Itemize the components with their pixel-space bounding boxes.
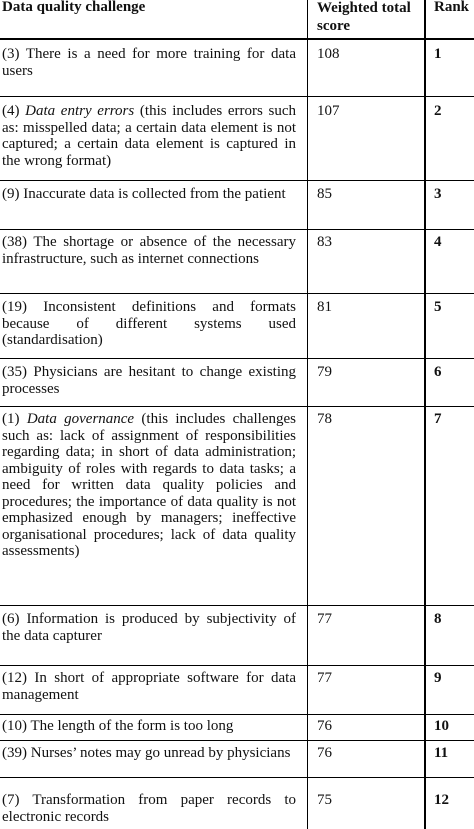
- challenge-category: Data entry errors: [25, 103, 135, 119]
- row-divider: [0, 406, 474, 407]
- challenge-text: Information is produced by subjectivity of the data capturer: [2, 611, 296, 644]
- challenge-cell: [2, 364, 296, 397]
- challenge-number: (9): [2, 186, 20, 202]
- score-cell: 75: [317, 792, 332, 808]
- row-divider: [0, 777, 474, 778]
- rank-cell: 1: [434, 46, 442, 62]
- challenge-number: (19): [2, 299, 27, 315]
- rank-cell: 8: [434, 611, 442, 627]
- challenge-number: (3): [2, 46, 20, 62]
- challenge-cell: [2, 792, 296, 825]
- score-cell: 76: [317, 745, 332, 761]
- row-divider: [0, 714, 474, 715]
- header-divider: [0, 38, 474, 40]
- rank-cell: 12: [434, 792, 449, 808]
- challenge-cell: [2, 718, 296, 735]
- column-divider: [424, 0, 426, 829]
- challenge-cell: [2, 299, 296, 349]
- row-divider: [0, 96, 474, 97]
- row-divider: [0, 665, 474, 666]
- challenge-cell: [2, 186, 296, 203]
- challenge-number: (4): [2, 103, 20, 119]
- challenge-number: (6): [2, 611, 20, 627]
- challenge-number: (10): [2, 718, 27, 734]
- rank-cell: 5: [434, 299, 442, 315]
- challenge-text: The shortage or absence of the necessary infrastructure, such as internet connections: [2, 234, 296, 267]
- row-divider: [0, 180, 474, 181]
- challenge-text: There is a need for more training for data users: [2, 46, 296, 79]
- challenge-number: (39): [2, 745, 27, 761]
- row-divider: [0, 605, 474, 606]
- rank-cell: 3: [434, 186, 442, 202]
- challenge-category: Data governance: [26, 411, 135, 427]
- score-cell: 77: [317, 611, 332, 627]
- row-divider: [0, 740, 474, 741]
- challenge-text: Transformation from paper records to electronic records: [2, 792, 296, 825]
- challenge-cell: [2, 103, 296, 169]
- challenge-cell: [2, 411, 296, 560]
- challenge-text: (this includes errors such as: misspelled data; a certain data element is not captured; a certain data element is captured in the wrong format): [2, 103, 296, 169]
- challenge-number: (35): [2, 364, 27, 380]
- column-divider: [307, 0, 308, 829]
- challenge-text: (this includes challenges such as: lack of assignment of responsibilities regarding data; in short of data administration; ambiguity of roles with regards to data tasks; a need for written data quality policies and procedures; the importance of data quality is not emphasized enough by managers; ineffective organisational procedures; lack of data quality assessments): [2, 411, 296, 559]
- challenge-cell: [2, 611, 296, 644]
- challenge-text: Inaccurate data is collected from the patient: [23, 186, 286, 202]
- challenge-number: (1): [2, 411, 20, 427]
- row-divider: [0, 293, 474, 294]
- score-cell: 77: [317, 670, 332, 686]
- challenge-text: Inconsistent definitions and formats because of different systems used (standardisation): [2, 299, 296, 348]
- score-cell: 108: [317, 46, 340, 62]
- challenge-cell: [2, 234, 296, 267]
- rank-cell: 7: [434, 411, 442, 427]
- header-challenge: Data quality challenge: [2, 0, 146, 15]
- challenge-number: (7): [2, 792, 20, 808]
- challenge-text: Nurses’ notes may go unread by physicians: [30, 745, 291, 761]
- score-cell: 107: [317, 103, 340, 119]
- challenge-cell: [2, 745, 296, 762]
- rank-cell: 2: [434, 103, 442, 119]
- challenge-text: The length of the form is too long: [30, 718, 234, 734]
- challenge-cell: [2, 670, 296, 703]
- challenge-text: Physicians are hesitant to change existing processes: [2, 364, 296, 397]
- score-cell: 85: [317, 186, 332, 202]
- rank-cell: 10: [434, 718, 449, 734]
- challenge-number: (12): [2, 670, 27, 686]
- score-cell: 76: [317, 718, 332, 734]
- header-weighted-total-score: Weighted total score: [317, 0, 411, 34]
- score-cell: 78: [317, 411, 332, 427]
- challenge-number: (38): [2, 234, 27, 250]
- challenge-cell: [2, 46, 296, 79]
- challenge-text: In short of appropriate software for data management: [2, 670, 296, 703]
- header-rank: Rank: [434, 0, 470, 15]
- rank-cell: 4: [434, 234, 442, 250]
- score-cell: 81: [317, 299, 332, 315]
- rank-cell: 9: [434, 670, 442, 686]
- score-cell: 83: [317, 234, 332, 250]
- rank-cell: 11: [434, 745, 449, 761]
- row-divider: [0, 358, 474, 359]
- score-cell: 79: [317, 364, 332, 380]
- row-divider: [0, 229, 474, 230]
- rank-cell: 6: [434, 364, 442, 380]
